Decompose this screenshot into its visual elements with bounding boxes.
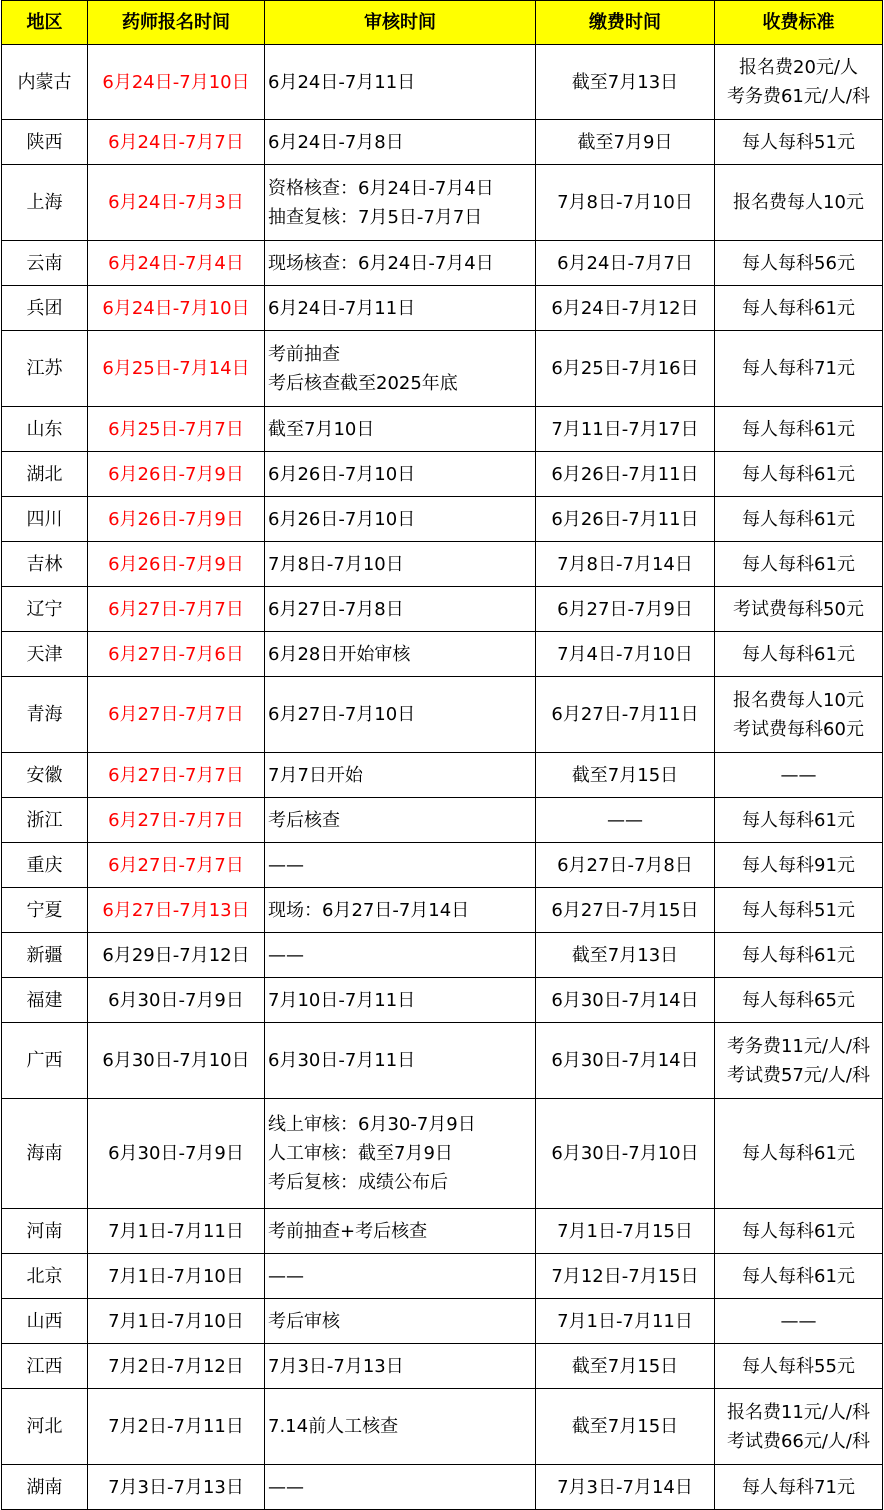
fee-standard-cell	[715, 165, 883, 241]
review-time-line: 考后复核：成绩公布后	[268, 1172, 448, 1193]
fee-line: 报名费每人10元	[733, 689, 864, 711]
review-time-line: ——	[268, 1265, 304, 1287]
review-time-line: 人工审核：截至7月9日	[268, 1143, 453, 1164]
fee-line: 每人每科71元	[742, 1476, 855, 1498]
fee-standard-cell	[715, 542, 883, 587]
header-payment-time: 缴费时间	[536, 1, 715, 45]
review-time-cell	[265, 1299, 536, 1344]
payment-time-cell: 截至7月15日	[536, 1389, 715, 1465]
review-time-line: ——	[268, 944, 304, 966]
region-cell: 内蒙古	[2, 45, 88, 120]
review-time-line: 6月30日-7月11日	[268, 1050, 416, 1071]
region-cell: 江苏	[2, 331, 88, 407]
fee-standard-cell	[715, 1344, 883, 1389]
review-time-line: 考前抽查	[268, 343, 340, 365]
review-time-line: 现场：6月27日-7月14日	[268, 899, 470, 921]
region-cell: 福建	[2, 978, 88, 1023]
payment-time-cell: 7月11日-7月17日	[536, 407, 715, 452]
fee-standard-cell	[715, 632, 883, 677]
review-time-cell	[265, 165, 536, 241]
region-cell: 云南	[2, 241, 88, 286]
table-row	[2, 120, 883, 165]
review-time-line: 7月10日-7月11日	[268, 989, 416, 1011]
region-cell: 陕西	[2, 120, 88, 165]
registration-time-cell: 6月27日-7月7日	[88, 677, 265, 753]
table-body	[2, 45, 883, 1510]
review-time-line: 7月7日开始	[268, 764, 363, 786]
registration-time-cell: 6月29日-7月12日	[88, 933, 265, 978]
review-time-line: ——	[268, 1476, 304, 1498]
review-time-cell	[265, 753, 536, 798]
registration-time-cell: 7月1日-7月11日	[88, 1209, 265, 1254]
review-time-cell	[265, 120, 536, 165]
table-row	[2, 1465, 883, 1510]
review-time-cell	[265, 632, 536, 677]
region-cell: 湖北	[2, 452, 88, 497]
payment-time-cell: 6月27日-7月15日	[536, 888, 715, 933]
table-row	[2, 798, 883, 843]
registration-time-cell: 6月30日-7月9日	[88, 1099, 265, 1209]
fee-line: 报名费每人10元	[733, 192, 864, 213]
fee-line: 每人每科51元	[742, 131, 855, 153]
review-time-cell	[265, 1344, 536, 1389]
region-cell: 新疆	[2, 933, 88, 978]
review-time-cell	[265, 933, 536, 978]
fee-line: 每人每科61元	[742, 643, 855, 665]
registration-time-cell: 6月30日-7月9日	[88, 978, 265, 1023]
fee-line: 每人每科61元	[742, 944, 855, 966]
registration-time-cell: 7月1日-7月10日	[88, 1254, 265, 1299]
review-time-line: 7.14前人工核查	[268, 1416, 399, 1437]
review-time-line: 7月8日-7月10日	[268, 553, 404, 575]
region-cell: 江西	[2, 1344, 88, 1389]
header-review-time: 审核时间	[265, 1, 536, 45]
registration-time-cell: 6月24日-7月10日	[88, 286, 265, 331]
table-row	[2, 843, 883, 888]
table-row	[2, 888, 883, 933]
table-row	[2, 331, 883, 407]
payment-time-cell: 6月26日-7月11日	[536, 452, 715, 497]
registration-time-cell: 6月27日-7月7日	[88, 587, 265, 632]
fee-line: 报名费20元/人	[739, 57, 858, 78]
region-cell: 山东	[2, 407, 88, 452]
region-cell: 四川	[2, 497, 88, 542]
fee-line: 考试费57元/人/科	[726, 1064, 871, 1086]
review-time-line: 考前抽查+考后核查	[268, 1220, 428, 1242]
fee-standard-cell	[715, 1254, 883, 1299]
table-row	[2, 45, 883, 120]
review-time-line: 考后核查截至2025年底	[268, 372, 458, 394]
payment-time-cell: 6月27日-7月9日	[536, 587, 715, 632]
header-row	[2, 1, 883, 45]
payment-time-cell: 7月8日-7月10日	[536, 165, 715, 241]
region-cell: 河南	[2, 1209, 88, 1254]
fee-line: 每人每科91元	[742, 854, 855, 876]
review-time-cell	[265, 1254, 536, 1299]
registration-time-cell: 7月3日-7月13日	[88, 1465, 265, 1510]
fee-line: 考务费61元/人/科	[726, 86, 871, 107]
registration-time-cell: 6月30日-7月10日	[88, 1023, 265, 1099]
fee-standard-cell	[715, 45, 883, 120]
region-cell: 河北	[2, 1389, 88, 1465]
payment-time-cell: 截至7月13日	[536, 45, 715, 120]
fee-line: 每人每科61元	[742, 297, 855, 319]
review-time-line: 6月26日-7月10日	[268, 508, 416, 530]
payment-time-cell: 截至7月15日	[536, 753, 715, 798]
review-time-cell	[265, 407, 536, 452]
region-cell: 宁夏	[2, 888, 88, 933]
fee-standard-cell	[715, 1465, 883, 1510]
payment-time-cell: 6月27日-7月8日	[536, 843, 715, 888]
payment-time-cell: 6月30日-7月14日	[536, 1023, 715, 1099]
review-time-cell	[265, 45, 536, 120]
registration-time-cell: 6月25日-7月7日	[88, 407, 265, 452]
fee-line: 考试费每科50元	[733, 598, 864, 620]
review-time-line: 6月24日-7月11日	[268, 71, 416, 93]
fee-line: ——	[780, 1310, 817, 1332]
review-time-cell	[265, 497, 536, 542]
payment-time-cell: 7月1日-7月15日	[536, 1209, 715, 1254]
review-time-cell	[265, 1465, 536, 1510]
fee-line: 每人每科61元	[742, 553, 855, 575]
review-time-line: 抽查复核：7月5日-7月7日	[268, 206, 483, 228]
table-row	[2, 632, 883, 677]
region-cell: 青海	[2, 677, 88, 753]
payment-time-cell: 6月30日-7月14日	[536, 978, 715, 1023]
review-time-line: 截至7月10日	[268, 418, 375, 440]
fee-line: 每人每科65元	[742, 989, 855, 1011]
table-row	[2, 542, 883, 587]
table-row	[2, 677, 883, 753]
review-time-line: 6月27日-7月8日	[268, 598, 404, 620]
review-time-line: 6月28日开始审核	[268, 643, 411, 665]
review-time-line: 7月3日-7月13日	[268, 1355, 404, 1377]
review-time-cell	[265, 241, 536, 286]
table-row	[2, 753, 883, 798]
registration-time-cell: 6月27日-7月6日	[88, 632, 265, 677]
fee-standard-cell	[715, 497, 883, 542]
payment-time-cell: 6月24日-7月12日	[536, 286, 715, 331]
fee-standard-cell	[715, 331, 883, 407]
header-region: 地区	[2, 1, 88, 45]
registration-time-cell: 6月25日-7月14日	[88, 331, 265, 407]
header-registration-time: 药师报名时间	[88, 1, 265, 45]
table-row	[2, 933, 883, 978]
payment-time-cell: 6月30日-7月10日	[536, 1099, 715, 1209]
region-cell: 广西	[2, 1023, 88, 1099]
review-time-cell	[265, 587, 536, 632]
region-cell: 湖南	[2, 1465, 88, 1510]
fee-line: 每人每科61元	[742, 809, 855, 831]
payment-time-cell: 6月24日-7月7日	[536, 241, 715, 286]
table-row	[2, 241, 883, 286]
fee-standard-cell	[715, 241, 883, 286]
review-time-cell	[265, 888, 536, 933]
fee-standard-cell	[715, 888, 883, 933]
fee-line: 每人每科51元	[742, 899, 855, 921]
fee-standard-cell	[715, 843, 883, 888]
region-cell: 海南	[2, 1099, 88, 1209]
payment-time-cell: 6月25日-7月16日	[536, 331, 715, 407]
header-fee-standard: 收费标准	[715, 1, 883, 45]
review-time-cell	[265, 331, 536, 407]
fee-line: 每人每科56元	[742, 252, 855, 274]
fee-standard-cell	[715, 677, 883, 753]
fee-line: 每人每科55元	[742, 1355, 855, 1377]
fee-standard-cell	[715, 587, 883, 632]
payment-time-cell: 7月1日-7月11日	[536, 1299, 715, 1344]
table-row	[2, 978, 883, 1023]
region-cell: 吉林	[2, 542, 88, 587]
fee-standard-cell	[715, 1209, 883, 1254]
table-row	[2, 1389, 883, 1465]
region-cell: 上海	[2, 165, 88, 241]
review-time-line: ——	[268, 854, 304, 876]
table-row	[2, 497, 883, 542]
review-time-line: 线上审核：6月30-7月9日	[268, 1114, 476, 1135]
review-time-cell	[265, 677, 536, 753]
fee-standard-cell	[715, 286, 883, 331]
table-row	[2, 1099, 883, 1209]
region-cell: 兵团	[2, 286, 88, 331]
review-time-line: 资格核查：6月24日-7月4日	[268, 177, 494, 199]
registration-time-cell: 6月27日-7月7日	[88, 798, 265, 843]
review-time-line: 6月27日-7月10日	[268, 704, 416, 725]
fee-standard-cell	[715, 1023, 883, 1099]
payment-time-cell: 截至7月13日	[536, 933, 715, 978]
fee-line: 每人每科61元	[742, 1220, 855, 1242]
registration-time-cell: 6月26日-7月9日	[88, 497, 265, 542]
region-cell: 重庆	[2, 843, 88, 888]
fee-line: 每人每科61元	[742, 1143, 855, 1164]
fee-standard-cell	[715, 753, 883, 798]
registration-time-cell: 6月24日-7月10日	[88, 45, 265, 120]
review-time-line: 考后核查	[268, 809, 340, 831]
payment-time-cell: 截至7月15日	[536, 1344, 715, 1389]
review-time-cell	[265, 1099, 536, 1209]
table-row	[2, 1209, 883, 1254]
payment-time-cell: 6月26日-7月11日	[536, 497, 715, 542]
registration-time-cell: 6月27日-7月13日	[88, 888, 265, 933]
review-time-cell	[265, 1389, 536, 1465]
fee-line: 考试费每科60元	[733, 718, 864, 740]
payment-time-cell: ——	[536, 798, 715, 843]
table-row	[2, 286, 883, 331]
fee-standard-cell	[715, 798, 883, 843]
region-cell: 山西	[2, 1299, 88, 1344]
registration-time-cell: 6月26日-7月9日	[88, 542, 265, 587]
review-time-cell	[265, 542, 536, 587]
registration-time-cell: 6月27日-7月7日	[88, 753, 265, 798]
fee-line: 每人每科71元	[742, 358, 855, 379]
table-row	[2, 587, 883, 632]
review-time-cell	[265, 978, 536, 1023]
review-time-cell	[265, 843, 536, 888]
registration-time-cell: 7月1日-7月10日	[88, 1299, 265, 1344]
table-row	[2, 1254, 883, 1299]
payment-time-cell: 截至7月9日	[536, 120, 715, 165]
review-time-line: 6月24日-7月8日	[268, 131, 404, 153]
region-cell: 天津	[2, 632, 88, 677]
review-time-cell	[265, 286, 536, 331]
fee-standard-cell	[715, 978, 883, 1023]
registration-time-cell: 6月24日-7月7日	[88, 120, 265, 165]
payment-time-cell: 6月27日-7月11日	[536, 677, 715, 753]
payment-time-cell: 7月3日-7月14日	[536, 1465, 715, 1510]
review-time-line: 现场核查：6月24日-7月4日	[268, 252, 494, 274]
fee-line: 考试费66元/人/科	[726, 1430, 871, 1452]
fee-line: ——	[780, 764, 817, 786]
fee-line: 报名费11元/人/科	[726, 1401, 871, 1423]
registration-time-cell: 6月24日-7月4日	[88, 241, 265, 286]
review-time-cell	[265, 798, 536, 843]
table-row	[2, 1344, 883, 1389]
fee-standard-cell	[715, 1299, 883, 1344]
registration-time-cell: 6月26日-7月9日	[88, 452, 265, 497]
fee-standard-cell	[715, 933, 883, 978]
review-time-line: 6月24日-7月11日	[268, 297, 416, 319]
registration-time-cell: 6月24日-7月3日	[88, 165, 265, 241]
fee-standard-cell	[715, 1099, 883, 1209]
region-cell: 安徽	[2, 753, 88, 798]
fee-line: 每人每科61元	[742, 418, 855, 440]
region-cell: 辽宁	[2, 587, 88, 632]
review-time-cell	[265, 1023, 536, 1099]
table-row	[2, 407, 883, 452]
fee-line: 考务费11元/人/科	[726, 1035, 871, 1057]
registration-time-cell: 6月27日-7月7日	[88, 843, 265, 888]
region-cell: 北京	[2, 1254, 88, 1299]
table-row	[2, 1299, 883, 1344]
table-row	[2, 452, 883, 497]
registration-time-cell: 7月2日-7月12日	[88, 1344, 265, 1389]
review-time-line: 考后审核	[268, 1310, 340, 1332]
review-time-cell	[265, 452, 536, 497]
payment-time-cell: 7月8日-7月14日	[536, 542, 715, 587]
review-time-line: 6月26日-7月10日	[268, 463, 416, 485]
payment-time-cell: 7月12日-7月15日	[536, 1254, 715, 1299]
table-row	[2, 1023, 883, 1099]
region-cell: 浙江	[2, 798, 88, 843]
exam-schedule-table	[1, 0, 883, 1510]
fee-standard-cell	[715, 407, 883, 452]
fee-line: 每人每科61元	[742, 508, 855, 530]
registration-time-cell: 7月2日-7月11日	[88, 1389, 265, 1465]
fee-line: 每人每科61元	[742, 1265, 855, 1287]
table-row	[2, 165, 883, 241]
fee-standard-cell	[715, 452, 883, 497]
payment-time-cell: 7月4日-7月10日	[536, 632, 715, 677]
fee-standard-cell	[715, 120, 883, 165]
fee-standard-cell	[715, 1389, 883, 1465]
fee-line: 每人每科61元	[742, 463, 855, 485]
review-time-cell	[265, 1209, 536, 1254]
